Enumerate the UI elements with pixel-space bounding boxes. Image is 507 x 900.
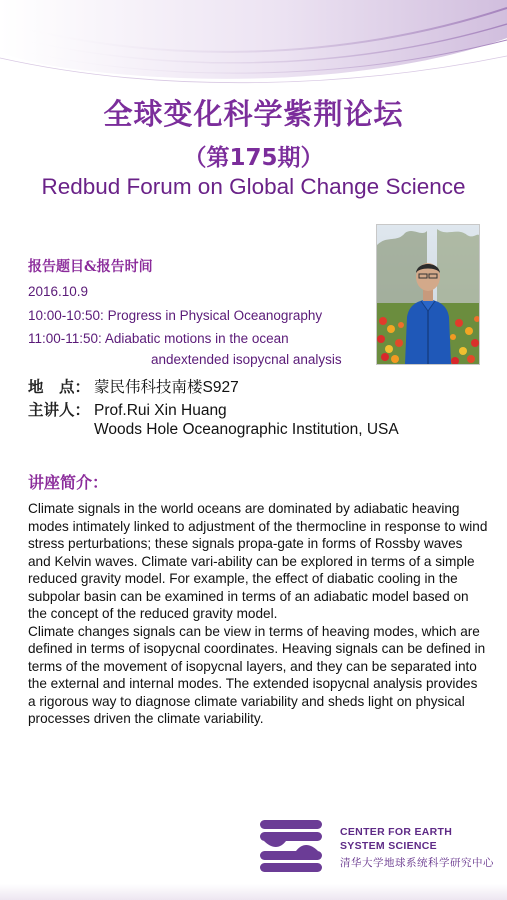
talk-2-line-1: 11:00-11:50: Adiabatic motions in the ocean: [28, 331, 289, 346]
speaker-label: 主讲人：: [28, 400, 91, 419]
location-row: [28, 375, 239, 397]
bottom-gradient-bar: [0, 884, 507, 900]
org-name-en-line-1: CENTER FOR EARTH: [340, 826, 453, 838]
org-name-en-line-2: SYSTEM SCIENCE: [340, 840, 437, 852]
intro-heading: 讲座简介：: [28, 473, 109, 492]
talk-date: 2016.10.9: [28, 284, 89, 299]
talk-2-line-2: andextended isopycnal analysis: [151, 352, 342, 367]
issue-number: （第175期）: [183, 145, 324, 171]
ess-logo-icon: [258, 818, 324, 874]
forum-title-chinese: 全球变化科学紫荆论坛: [103, 97, 404, 131]
speaker-affiliation: Woods Hole Oceanographic Institution, USA: [94, 421, 399, 438]
speaker-name: Prof.Rui Xin Huang: [94, 402, 227, 419]
schedule-heading: 报告题目&报告时间: [28, 259, 153, 275]
location-label: 地 点：: [28, 377, 91, 396]
abstract-paragraph-1: Climate signals in the world oceans are dominated by adiabatic heaving modes intimately linked to adjustment of the thermocline in response to wind stress perturbations; these signals propa-gate in forms of Rossby waves and Kelvin waves. Climate vari-ability can be explored in terms of a simple reduced gravity model. For example, the effect of diabatic cooling in the subpolar basin can be examined in terms of an adiabatic model based on the concept of the reduced gravity model.: [28, 501, 488, 621]
talk-1: 10:00-10:50: Progress in Physical Oceanography: [28, 308, 323, 323]
abstract-paragraph-2: Climate changes signals can be view in terms of heaving modes, which are defined in terms of isopycnal coordinates. Heaving signals can be defined in terms of the movement of isopycnal layers, and they can be separated into the external and internal modes. The extended isopycnal analysis provides a rigorous way to diagnose climate variability and sheds light on physical processes driven the climate variability.: [28, 623, 486, 726]
forum-title-english: Redbud Forum on Global Change Science: [41, 174, 466, 199]
speaker-row: [28, 398, 227, 420]
speaker-photo: [376, 224, 480, 365]
org-name-cn: 清华大学地球系统科学研究中心: [340, 857, 494, 869]
abstract-text: [28, 500, 488, 728]
location-value: 蒙民伟科技南楼S927: [94, 379, 239, 396]
